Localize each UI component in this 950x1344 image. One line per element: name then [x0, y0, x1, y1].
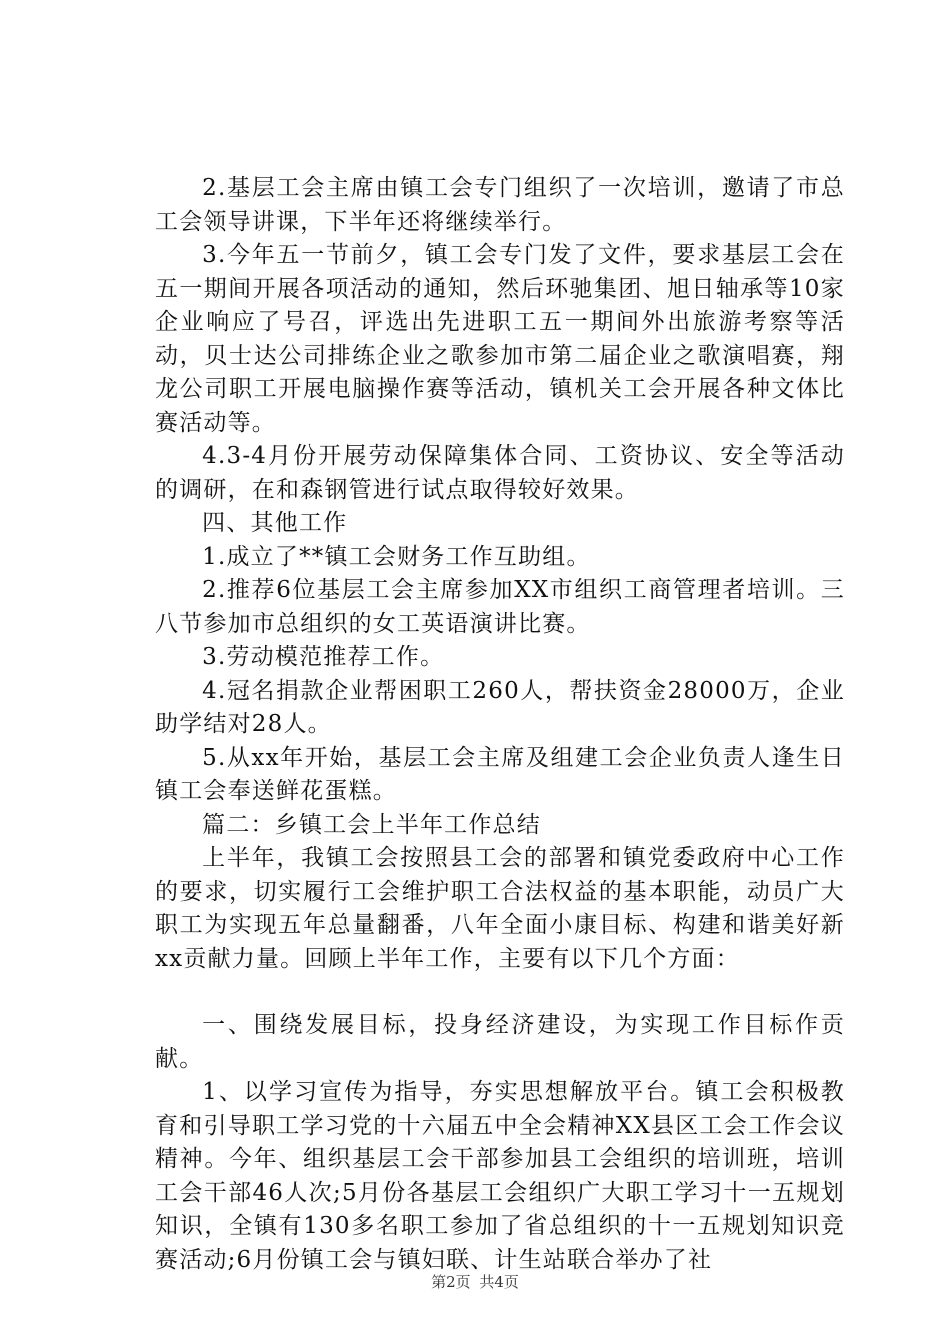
paragraph-recommend-chairs: 2.推荐6位基层工会主席参加XX市组织工商管理者培训。三八节参加市总组织的女工英语演讲比赛。 [155, 577, 845, 637]
paragraph-birthday-flowers: 5.从xx年开始，基层工会主席及组建工会企业负责人逢生日镇工会奉送鲜花蛋糕。 [155, 744, 845, 804]
article-title-part-two: 篇二：乡镇工会上半年工作总结 [202, 811, 541, 838]
section-heading-development-goals: 一、围绕发展目标，投身经济建设，为实现工作目标作贡献。 [155, 1012, 845, 1072]
page-total: 共4页 [479, 1273, 519, 1291]
section-heading-other-work: 四、其他工作 [202, 510, 348, 536]
paragraph-model-worker: 3.劳动模范推荐工作。 [202, 644, 445, 670]
paragraph-finance-group: 1.成立了**镇工会财务工作互助组。 [202, 543, 591, 570]
document-body [155, 172, 845, 1277]
paragraph-labor-research: 4.3-4月份开展劳动保障集体合同、工资协议、安全等活动的调研，在和森钢管进行试点取得较好效果。 [155, 443, 845, 503]
paragraph-donation: 4.冠名捐款企业帮困职工260人，帮扶资金28000万，企业助学结对28人。 [155, 677, 845, 737]
page-number: 第2页 [431, 1273, 471, 1291]
paragraph-training: 2.基层工会主席由镇工会专门组织了一次培训，邀请了市总工会领导讲课，下半年还将继续举行。 [155, 175, 845, 235]
paragraph-study-promotion: 1、以学习宣传为指导，夯实思想解放平台。镇工会积极教育和引导职工学习党的十六届五中全会精神XX县区工会工作会议精神。今年、组织基层工会干部参加县工会组织的培训班，培训工会干部46人次;5月份各基层工会组织广大职工学习十一五规划知识，全镇有130多名职工参加了省总组织的十一五规划知识竞赛活动;6月份镇工会与镇妇联、计生站联合举办了社 [155, 1079, 845, 1273]
paragraph-may-day-activities: 3.今年五一节前夕，镇工会专门发了文件，要求基层工会在五一期间开展各项活动的通知，然后环驰集团、旭日轴承等10家企业响应了号召，评选出先进职工五一期间外出旅游考察等活动，贝士达公司排练企业之歌参加市第二届企业之歌演唱赛，翔龙公司职工开展电脑操作赛等活动，镇机关工会开展各种文体比赛活动等。 [155, 242, 845, 436]
paragraph-first-half-intro: 上半年，我镇工会按照县工会的部署和镇党委政府中心工作的要求，切实履行工会维护职工合法权益的基本职能，动员广大职工为实现五年总量翻番，八年全面小康目标、构建和谐美好新xx贡献力量。回顾上半年工作，主要有以下几个方面： [155, 845, 845, 972]
page-footer [0, 1272, 950, 1292]
